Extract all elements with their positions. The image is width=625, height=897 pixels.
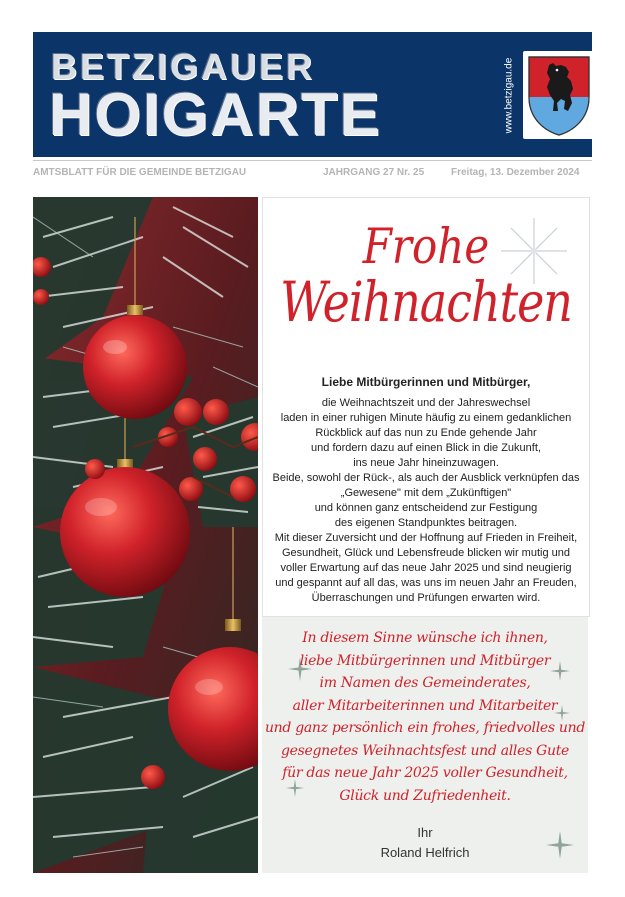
letter-line: „Gewesene" mit dem „Zukünftigen": [340, 487, 512, 499]
letter-line: Rückblick auf das nun zu Ende gehende Jahr: [315, 427, 537, 439]
greeting-panel: [262, 197, 590, 617]
letter-line: voller Erwartung auf das neue Jahr 2025 und sind neugierig: [280, 562, 572, 574]
letter-line: ins neue Jahr hineinzuwagen.: [353, 457, 499, 469]
wish-line: und ganz persönlich ein frohes, friedvolles und: [264, 720, 586, 736]
masthead-website: [499, 50, 517, 150]
wish-line: liebe Mitbürgerinnen und Mitbürger: [299, 652, 551, 669]
signature: Roland Helfrich: [380, 845, 470, 860]
letter-line: laden in einer ruhigen Minute häufig zu einem gedanklichen: [280, 412, 572, 424]
letter-line: und fordern dazu auf einen Blick in die Zukunft,: [311, 442, 541, 454]
masthead-title-line1: BETZIGAUER: [51, 46, 315, 87]
letter-line: Mit dieser Zuversicht und der Hoffnung auf Frieden in Freiheit,: [274, 532, 578, 544]
wish-line: gesegnetes Weihnachtsfest und alles Gute: [280, 742, 570, 759]
letter-line: die Weihnachtszeit und der Jahreswechsel: [321, 397, 531, 409]
publication-name: AMTSBLATT FÜR DIE GEMEINDE BETZIGAU: [33, 167, 247, 178]
letter-line: und können ganz entscheidend zur Festigung: [314, 502, 538, 514]
wish-line: im Namen des Gemeinderates,: [319, 675, 531, 691]
betzigau-coat-of-arms-bear-icon: [523, 51, 595, 139]
wishes-text: [262, 627, 588, 807]
masthead-title-line2: HOIGARTE: [49, 81, 382, 148]
title-weihnachten: Weihnachten: [280, 269, 572, 335]
christmas-tree-photo: [33, 197, 258, 873]
christmas-tree-red-baubles-photo-icon: [33, 197, 258, 873]
letter-line: Gesundheit, Glück und Lebensfreude blicken wir mutig und: [281, 547, 570, 559]
greeting-salutation: Liebe Mitbürgerinnen und Mitbürger,: [321, 375, 531, 389]
masthead: [33, 32, 592, 157]
crest-frame: [523, 51, 595, 139]
issue-date: Freitag, 13. Dezember 2024: [451, 167, 580, 178]
masthead-divider: [33, 160, 592, 161]
letter-line: Beide, sowohl der Rück-, als auch der Ausblick verknüpfen das: [272, 472, 580, 484]
letter-line: Überraschungen und Prüfungen erwarten wird.: [311, 592, 541, 604]
letter-line: des eigenen Standpunktes beitragen.: [334, 517, 518, 529]
website-label: www.betzigau.de: [503, 57, 515, 134]
greeting-letter: [271, 396, 581, 606]
wish-line: aller Mitarbeiterinnen und Mitarbeiter: [292, 697, 558, 714]
letter-line: und gespannt auf all das, was uns im neuen Jahr an Freuden,: [275, 577, 577, 589]
wish-line: Glück und Zufriedenheit.: [339, 787, 511, 804]
wish-line: für das neue Jahr 2025 voller Gesundheit,: [282, 765, 568, 781]
title-frohe: Frohe: [362, 218, 490, 275]
wishes-panel: [262, 617, 588, 873]
closing: Ihr: [417, 825, 433, 840]
wish-line: In diesem Sinne wünsche ich ihnen,: [302, 630, 548, 646]
issue-number: JAHRGANG 27 Nr. 25: [323, 167, 425, 178]
